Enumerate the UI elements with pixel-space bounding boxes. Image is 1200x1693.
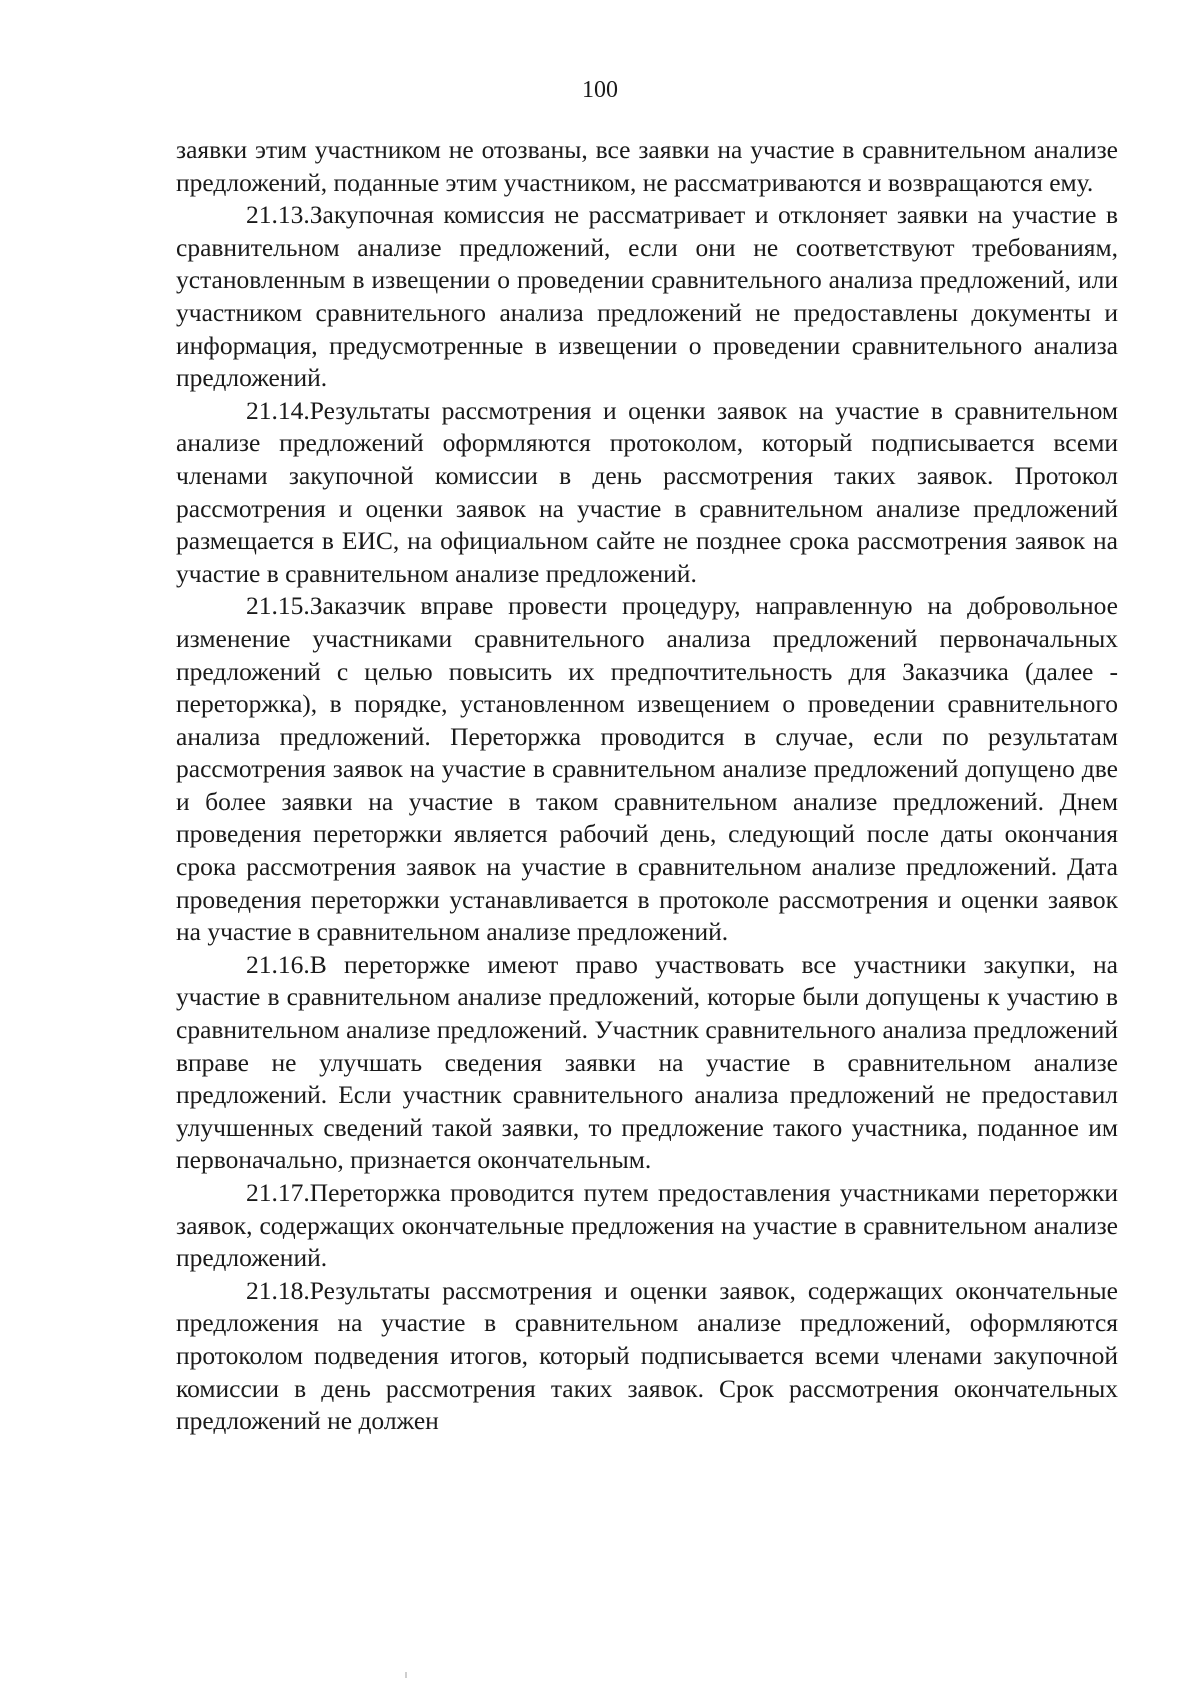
paragraph-continuation: заявки этим участником не отозваны, все заявки на участие в сравнительном анализе предложений, поданные этим участником, не рассматриваются и возвращаются ему.: [176, 135, 1118, 197]
paragraph-21-16: 21.16.В переторжке имеют право участвовать все участники закупки, на участие в сравнительном анализе предложений, которые были допущены к участию в сравнительном анализе предложений. Участник сравнительного анализа предложений вправе не улучшать сведения заявки на участие в сравнительном анализе предложений. Если участник сравнительного анализа предложений не предоставил улучшенных сведений такой заявки, то предложение такого участника, поданное им первоначально, признается окончательным.: [176, 949, 1118, 1175]
page-number: 100: [582, 77, 618, 103]
scan-artifact: [405, 1672, 407, 1678]
paragraph-21-14: 21.14.Результаты рассмотрения и оценки заявок на участие в сравнительном анализе предложений оформляются протоколом, который подписывается всеми членами закупочной комиссии в день рассмотрения таких заявок. Протокол рассмотрения и оценки заявок на участие в сравнительном анализе предложений размещается в ЕИС, на официальном сайте не позднее срока рассмотрения заявок на участие в сравнительном анализе предложений.: [176, 395, 1118, 588]
paragraph-21-13: 21.13.Закупочная комиссия не рассматривает и отклоняет заявки на участие в сравнительном анализе предложений, если они не соответствуют требованиям, установленным в извещении о проведении сравнительного анализа предложений, или участником сравнительного анализа предложений не предоставлены документы и информация, предусмотренные в извещении о проведении сравнительного анализа предложений.: [176, 200, 1118, 393]
paragraph-21-17: 21.17.Переторжка проводится путем предоставления участниками переторжки заявок, содержащих окончательные предложения на участие в сравнительном анализе предложений.: [176, 1178, 1118, 1273]
paragraph-21-18: 21.18.Результаты рассмотрения и оценки заявок, содержащих окончательные предложения на участие в сравнительном анализе предложений, оформляются протоколом подведения итогов, который подписывается всеми членами закупочной комиссии в день рассмотрения таких заявок. Срок рассмотрения окончательных предложений не должен: [176, 1275, 1118, 1436]
paragraph-21-15: 21.15.Заказчик вправе провести процедуру, направленную на добровольное изменение участниками сравнительного анализа предложений первоначальных предложений с целью повысить их предпочтительность для Заказчика (далее - переторжка), в порядке, установленном извещением о проведении сравнительного анализа предложений. Переторжка проводится в случае, если по результатам рассмотрения заявок на участие в сравнительном анализе предложений допущено две и более заявки на участие в таком сравнительном анализе предложений. Днем проведения переторжки является рабочий день, следующий после даты окончания срока рассмотрения заявок на участие в сравнительном анализе предложений. Дата проведения переторжки устанавливается в протоколе рассмотрения и оценки заявок на участие в сравнительном анализе предложений.: [176, 591, 1118, 947]
document-body: [176, 134, 1118, 1438]
